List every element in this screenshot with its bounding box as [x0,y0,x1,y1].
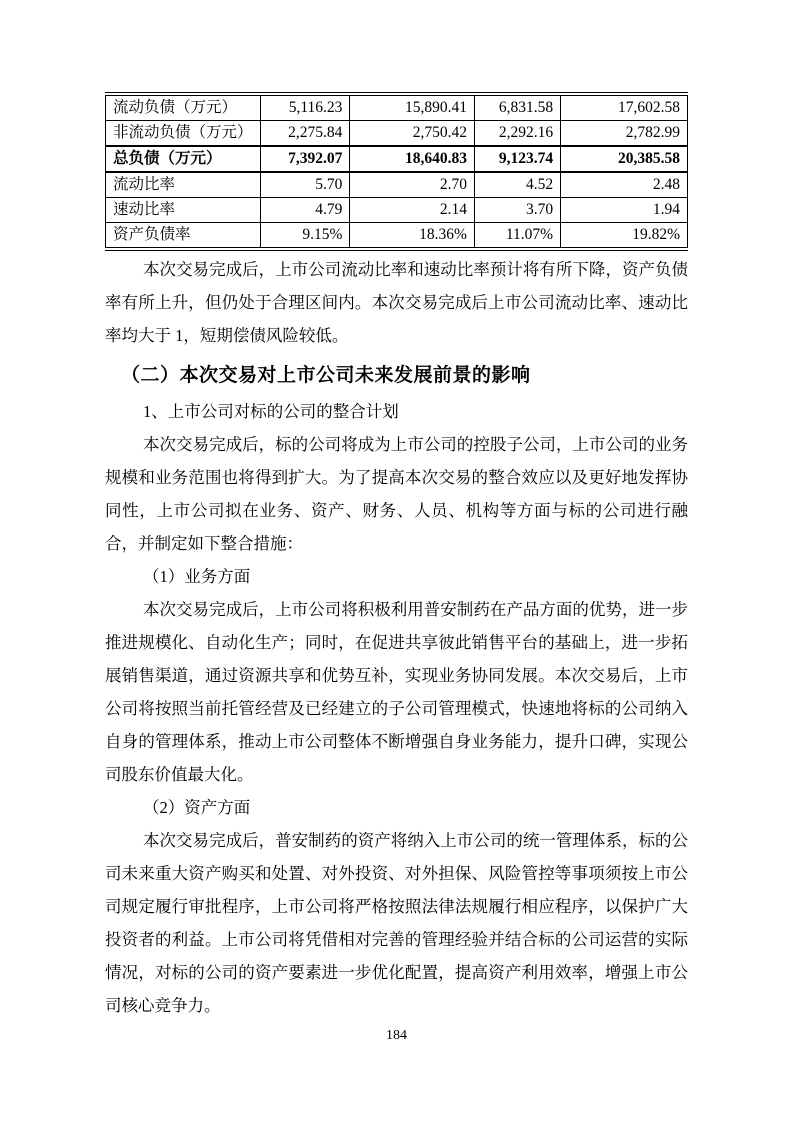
body-paragraph-integration: 本次交易完成后，标的公司将成为上市公司的控股子公司，上市公司的业务规模和业务范围也将得到扩大。为了提高本次交易的整合效应以及更好地发挥协同性，上市公司拟在业务、资产、财务、人员、机构等方面与标的公司进行融合，并制定如下整合措施： [105,435,688,553]
table-row [106,223,688,250]
value-cell: 17,602.58 [561,94,688,121]
body-paragraph-business: 本次交易完成后，上市公司将积极利用普安制药在产品方面的优势，进一步推进规模化、自动化生产；同时，在促进共享彼此销售平台的基础上，进一步拓展销售渠道，通过资源共享和优势互补，实现业务协同发展。本次交易后，上市公司将按照当前托管经营及已经建立的子公司管理模式，快速地将标的公司纳入自身的管理体系，推动上市公司整体不断增强自身业务能力，提升口碑，实现公司股东价值最大化。 [105,600,688,784]
page-content [105,92,688,1022]
value-cell: 4.52 [474,172,560,198]
body-paragraph-ratios: 本次交易完成后，上市公司流动比率和速动比率预计将有所下降，资产负债率有所上升，但仍处于合理区间内。本次交易完成后上市公司流动比率、速动比率均大于 1，短期偿债风险较低。 [105,260,688,345]
row-label-cell: 流动比率 [106,172,261,198]
row-label-cell: 流动负债（万元） [106,94,261,121]
value-cell: 4.79 [260,198,350,223]
value-cell: 11.07% [474,223,560,250]
value-cell: 7,392.07 [260,146,350,172]
table-row [106,172,688,198]
item-heading-assets: （2）资产方面 [143,798,251,817]
value-cell: 19.82% [561,223,688,250]
value-cell: 2,292.16 [474,121,560,147]
value-cell: 18.36% [350,223,475,250]
value-cell: 5,116.23 [260,94,350,121]
value-cell: 1.94 [561,198,688,223]
value-cell: 3.70 [474,198,560,223]
table-row [106,94,688,121]
value-cell: 9,123.74 [474,146,560,172]
value-cell: 9.15% [260,223,350,250]
value-cell: 2.14 [350,198,475,223]
value-cell: 18,640.83 [350,146,475,172]
value-cell: 15,890.41 [350,94,475,121]
table-row-total [106,146,688,172]
value-cell: 20,385.58 [561,146,688,172]
value-cell: 2,275.84 [260,121,350,147]
value-cell: 2.48 [561,172,688,198]
page-number: 184 [386,1028,407,1043]
value-cell: 2,750.42 [350,121,475,147]
table-row [106,121,688,147]
row-label-cell: 总负债（万元） [106,146,261,172]
row-label-cell: 速动比率 [106,198,261,223]
value-cell: 6,831.58 [474,94,560,121]
value-cell: 5.70 [260,172,350,198]
value-cell: 2,782.99 [561,121,688,147]
row-label-cell: 非流动负债（万元） [106,121,261,147]
value-cell: 2.70 [350,172,475,198]
subsection-heading-integration-plan: 1、上市公司对标的公司的整合计划 [143,402,399,421]
table-row [106,198,688,223]
liabilities-ratio-table [105,92,688,251]
section-heading-future-impact: （二）本次交易对上市公司未来发展前景的影响 [121,365,531,386]
row-label-cell: 资产负债率 [106,223,261,250]
item-heading-business: （1）业务方面 [143,567,251,586]
body-paragraph-assets: 本次交易完成后，普安制药的资产将纳入上市公司的统一管理体系，标的公司未来重大资产购买和处置、对外投资、对外担保、风险管控等事项须按上市公司规定履行审批程序，上市公司将严格按照法律法规履行相应程序，以保护广大投资者的利益。上市公司将凭借相对完善的管理经验并结合标的公司运营的实际情况，对标的公司的资产要素进一步优化配置，提高资产利用效率，增强上市公司核心竞争力。 [105,831,688,1015]
